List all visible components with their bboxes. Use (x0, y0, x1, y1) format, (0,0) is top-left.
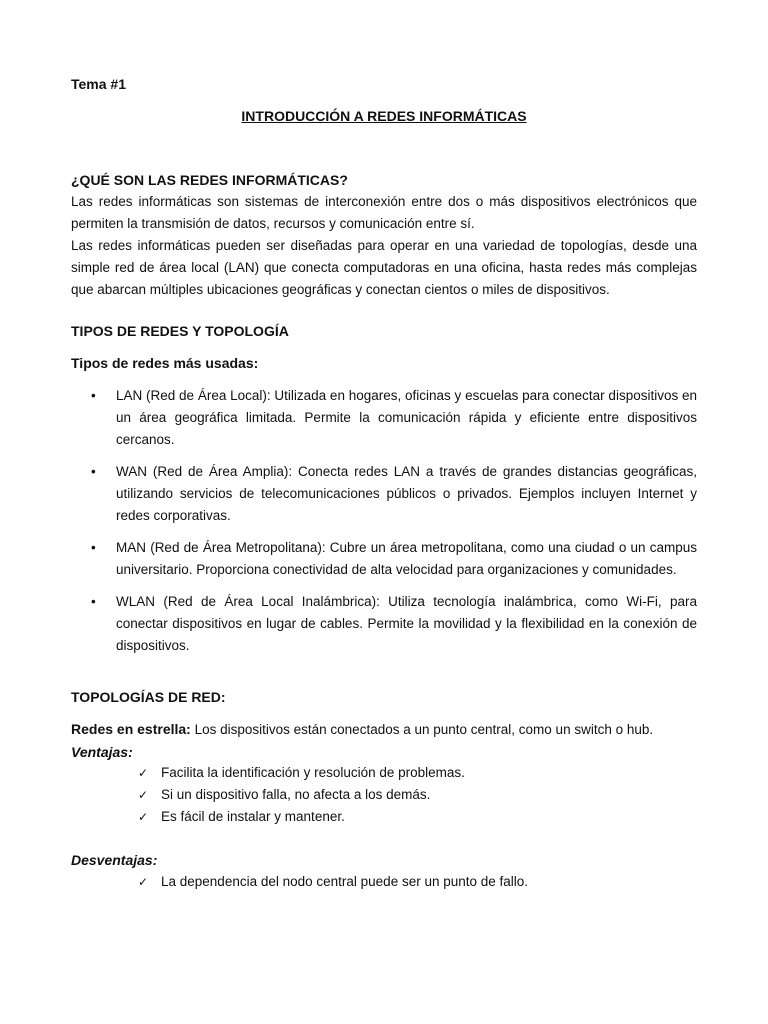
subsection-tipos-usadas (71, 352, 697, 374)
list-item-text: Facilita la identificación y resolución de problemas. (161, 765, 465, 780)
list-item-text: WAN (Red de Área Amplia): Conecta redes LAN a través de grandes distancias geográficas, utilizando servicios de telecomunicaciones públicos o privados. Ejemplos incluyen Internet y redes corporativas. (116, 464, 697, 523)
section-que-son (71, 169, 697, 301)
section-tipos (71, 320, 697, 342)
list-item (71, 461, 697, 527)
star-network-description (71, 718, 697, 763)
checkmark-icon: ✓ (138, 788, 149, 802)
bullet-icon: • (91, 540, 96, 555)
list-item-text: MAN (Red de Área Metropolitana): Cubre un área metropolitana, como una ciudad o un campus universitario. Proporciona conectividad de alta velocidad para organizaciones y comunidades. (116, 540, 697, 577)
document-title: INTRODUCCIÓN A REDES INFORMÁTICAS (241, 108, 527, 124)
list-item-text: La dependencia del nodo central puede ser un punto de fallo. (161, 874, 529, 889)
star-network-line (71, 718, 697, 741)
network-types-list-wrapper (71, 385, 697, 667)
desventajas-label: Desventajas: (71, 852, 158, 868)
list-item (71, 871, 697, 893)
topic-number: Tema #1 (71, 76, 126, 92)
paragraph-topologies: Las redes informáticas pueden ser diseñadas para operar en una variedad de topologías, desde una simple red de área local (LAN) que conecta computadoras en una oficina, hasta redes más complejas que abarcan múltiples ubicaciones geográficas y conectan cientos o miles de dispositivos. (71, 238, 697, 297)
list-item-text: Si un dispositivo falla, no afecta a los demás. (161, 787, 431, 802)
ventajas-label: Ventajas: (71, 744, 133, 760)
list-item (71, 784, 697, 806)
list-item (71, 537, 697, 581)
list-item (71, 385, 697, 451)
paragraph-definition: Las redes informáticas son sistemas de interconexión entre dos o más dispositivos electrónicos que permiten la transmisión de datos, recursos y comunicación entre sí. (71, 194, 697, 231)
desventajas-wrapper (71, 849, 697, 893)
desventajas-list (71, 871, 697, 893)
section-heading-topologias: TOPOLOGÍAS DE RED: (71, 689, 226, 705)
list-item (71, 591, 697, 657)
section-heading-tipos: TIPOS DE REDES Y TOPOLOGÍA (71, 323, 289, 339)
checkmark-icon: ✓ (138, 766, 149, 780)
ventajas-list-wrapper (71, 762, 697, 828)
list-item-text: WLAN (Red de Área Local Inalámbrica): Utiliza tecnología inalámbrica, como Wi-Fi, para conectar dispositivos en lugar de cables. Permite la movilidad y la flexibilidad en la conexión de dispositivos. (116, 594, 697, 653)
list-item (71, 806, 697, 828)
star-network-label: Redes en estrella: (71, 721, 191, 737)
checkmark-icon: ✓ (138, 810, 149, 824)
section-topologias (71, 686, 697, 708)
bullet-icon: • (91, 594, 96, 609)
star-network-text: Los dispositivos están conectados a un punto central, como un switch o hub. (190, 722, 654, 737)
subheading-tipos-usadas: Tipos de redes más usadas: (71, 355, 259, 371)
bullet-icon: • (91, 464, 96, 479)
checkmark-icon: ✓ (138, 875, 149, 889)
list-item-text: LAN (Red de Área Local): Utilizada en hogares, oficinas y escuelas para conectar dispositivos en un área geográfica limitada. Permite la comunicación rápida y eficiente entre dispositivos cercanos. (116, 388, 697, 447)
network-types-list (71, 385, 697, 657)
section-heading-que-son: ¿QUÉ SON LAS REDES INFORMÁTICAS? (71, 172, 348, 188)
list-item (71, 762, 697, 784)
ventajas-list (71, 762, 697, 828)
list-item-text: Es fácil de instalar y mantener. (161, 809, 345, 824)
bullet-icon: • (91, 388, 96, 403)
